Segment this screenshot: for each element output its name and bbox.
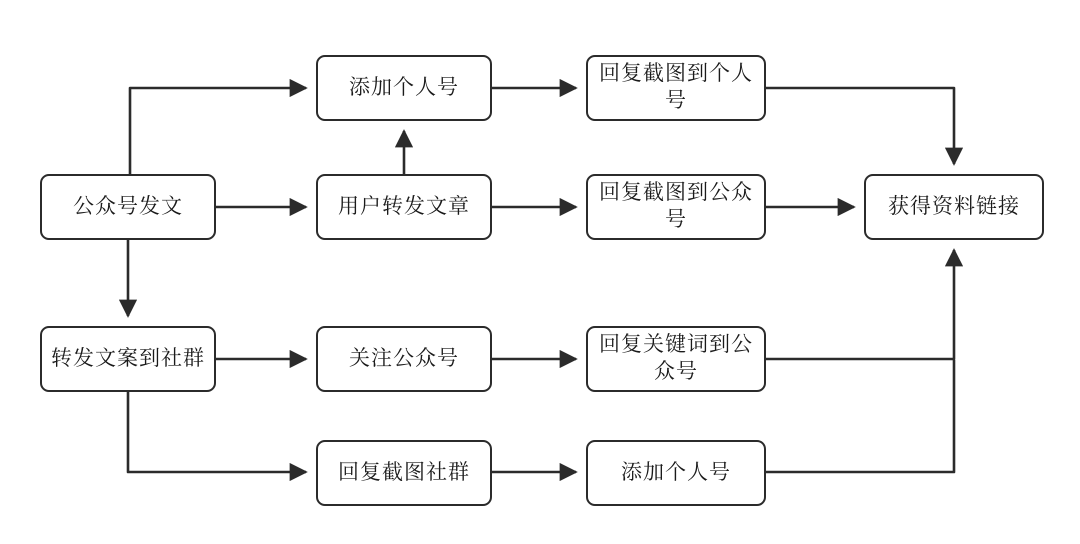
node-reply-keyword-official[interactable] — [586, 326, 766, 392]
node-label: 转发文案到社群 — [51, 346, 205, 370]
node-gongzhonghao-fawen[interactable] — [40, 174, 216, 240]
node-add-personal-account-top[interactable] — [316, 55, 492, 121]
node-label: 回复截图社群 — [338, 460, 470, 484]
node-label: 关注公众号 — [349, 346, 459, 370]
node-label: 获得资料链接 — [888, 194, 1020, 218]
node-label: 公众号发文 — [73, 194, 183, 218]
node-reply-screenshot-personal[interactable] — [586, 55, 766, 121]
node-label: 回复截图到个人号 — [599, 62, 753, 112]
edge-n3-n6 — [766, 88, 954, 164]
node-user-share-article[interactable] — [316, 174, 492, 240]
node-reply-screenshot-group[interactable] — [316, 440, 492, 506]
node-add-personal-account-bottom[interactable] — [586, 440, 766, 506]
node-label: 添加个人号 — [621, 460, 731, 484]
edge-n7-n10 — [128, 392, 306, 472]
node-get-material-link[interactable] — [864, 174, 1044, 240]
node-reply-screenshot-official[interactable] — [586, 174, 766, 240]
edge-n1-n2 — [130, 88, 306, 174]
node-follow-official-account[interactable] — [316, 326, 492, 392]
node-label: 回复截图到公众号 — [599, 181, 753, 231]
node-share-copy-to-group[interactable] — [40, 326, 216, 392]
node-label: 添加个人号 — [349, 75, 459, 99]
edge-n9-n6 — [766, 250, 954, 359]
edge-n11-n6 — [766, 360, 954, 472]
node-label: 用户转发文章 — [338, 194, 470, 218]
node-label: 回复关键词到公众号 — [599, 333, 753, 383]
